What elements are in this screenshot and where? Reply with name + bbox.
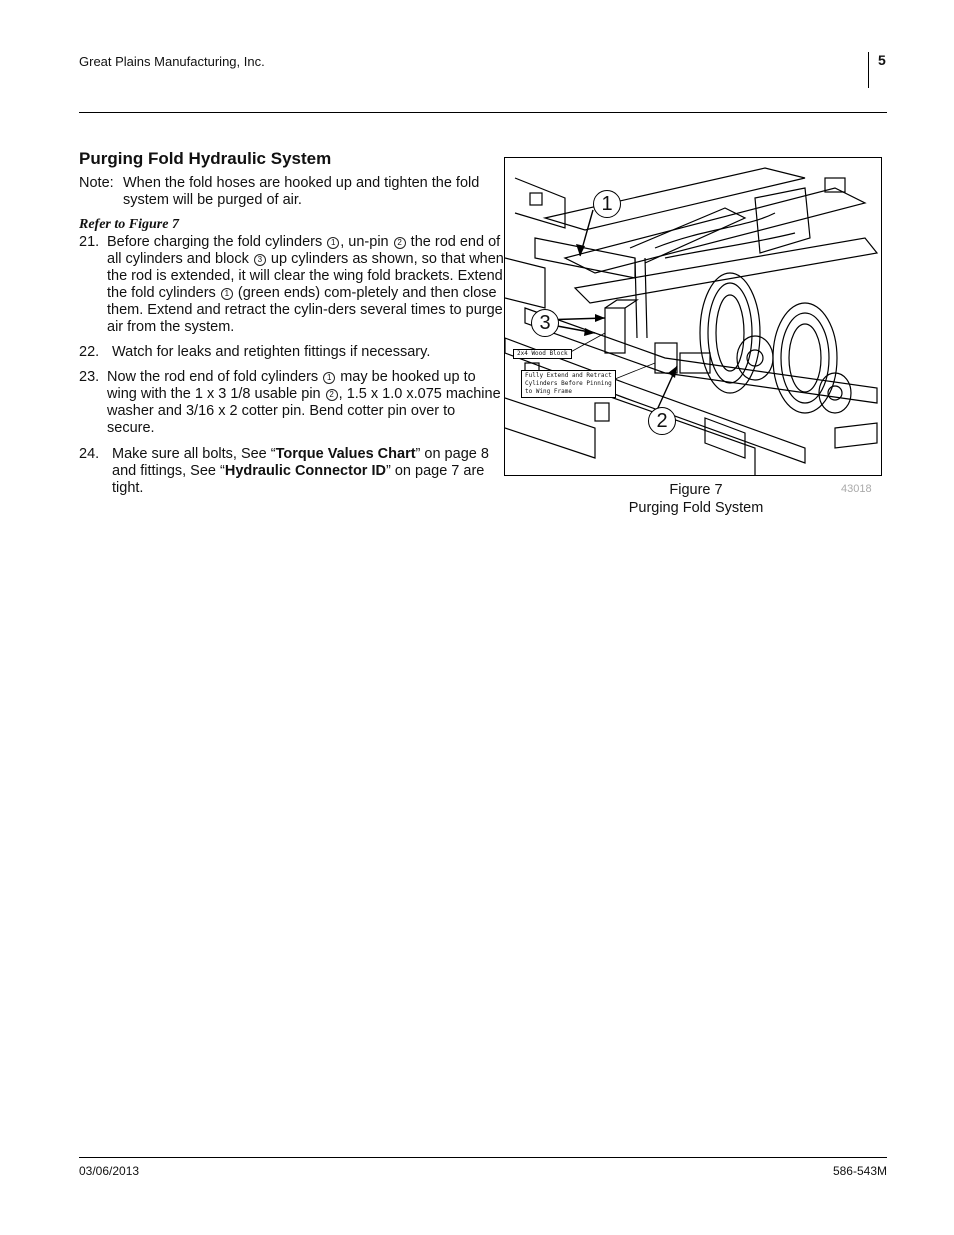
callout-1-symbol: 1 <box>221 288 233 300</box>
page-number: 5 <box>878 52 886 68</box>
step-text: the rod end of all cylinders and block <box>107 234 501 267</box>
step-text: ” on page 7 are tight. <box>112 463 485 496</box>
note-block <box>79 175 504 209</box>
callout-1-label: 1 <box>601 193 613 215</box>
callout-1-circle <box>593 190 621 218</box>
callout-1-symbol: 1 <box>323 372 335 384</box>
step-text: (green ends) com-pletely and then close them. Extend and retract the cylin-ders several times to purge air from the system. <box>107 285 503 335</box>
callout-3-circle <box>531 309 559 337</box>
step-24 <box>79 446 504 497</box>
callout-3-symbol: 3 <box>254 254 266 266</box>
step-21 <box>79 234 504 336</box>
callout-2-label: 2 <box>656 410 668 432</box>
company-name: Great Plains Manufacturing, Inc. <box>79 54 265 69</box>
image-number: 43018 <box>841 483 872 495</box>
step-text: , un-pin <box>340 234 393 250</box>
figure-reference: Refer to Figure 7 <box>79 217 179 232</box>
step-text: Before charging the fold cylinders <box>107 234 327 250</box>
callout-2-circle <box>648 407 676 435</box>
footer-doc-number: 586-543M <box>832 1164 887 1178</box>
note-label: Note: <box>79 175 114 191</box>
step-text: Watch for leaks and retighten fittings if necessary. <box>112 344 431 360</box>
note-text-line1: When the fold hoses are hooked up and tighten the fold <box>123 175 480 191</box>
hydraulic-connector-id-reference: Hydraulic Connector ID <box>224 463 386 479</box>
figure-7-illustration <box>504 157 882 476</box>
callout-2-symbol: 2 <box>326 389 338 401</box>
step-number: 23. <box>79 369 100 385</box>
machine-frame-drawing <box>505 158 881 475</box>
callout-1-symbol: 1 <box>327 237 339 249</box>
section-title: Purging Fold Hydraulic System <box>79 149 332 168</box>
header-rule <box>79 112 887 113</box>
step-text: Make sure all bolts, See “ <box>112 446 276 462</box>
step-number: 24. <box>79 446 100 462</box>
instruction-label: Fully Extend and Retract Cylinders Before Pinning to Wing Frame <box>521 370 616 398</box>
step-number: 22. <box>79 344 100 360</box>
step-text: ” on page 8 and fittings, See “ <box>112 446 489 479</box>
step-text: up cylinders as shown, so that when the rod is extended, it will clear the wing fold brackets. Extend the fold cylinders <box>107 251 504 301</box>
header-divider <box>868 52 869 88</box>
step-text: , 1.5 x 1.0 x.075 machine washer and 3/16 x 2 cotter pin. Bend cotter pin over to secure. <box>107 386 501 436</box>
footer-rule <box>79 1157 887 1158</box>
step-22 <box>79 344 504 361</box>
footer-date: 03/06/2013 <box>79 1164 140 1178</box>
callout-3-label: 3 <box>539 312 551 334</box>
step-text: may be hooked up to wing with the 1 x 3 1/8 usable pin <box>107 369 476 402</box>
torque-values-chart-reference: Torque Values Chart <box>275 446 416 462</box>
figure-caption <box>600 481 792 517</box>
figure-caption-number: Figure 7 <box>669 482 723 498</box>
step-23 <box>79 369 504 437</box>
wood-block-label: 2x4 Wood Block <box>513 349 572 359</box>
callout-2-symbol: 2 <box>394 237 406 249</box>
figure-caption-title: Purging Fold System <box>628 500 764 516</box>
step-text: Now the rod end of fold cylinders <box>107 369 323 385</box>
note-text-line2: system will be purged of air. <box>123 192 302 208</box>
step-number: 21. <box>79 234 100 250</box>
